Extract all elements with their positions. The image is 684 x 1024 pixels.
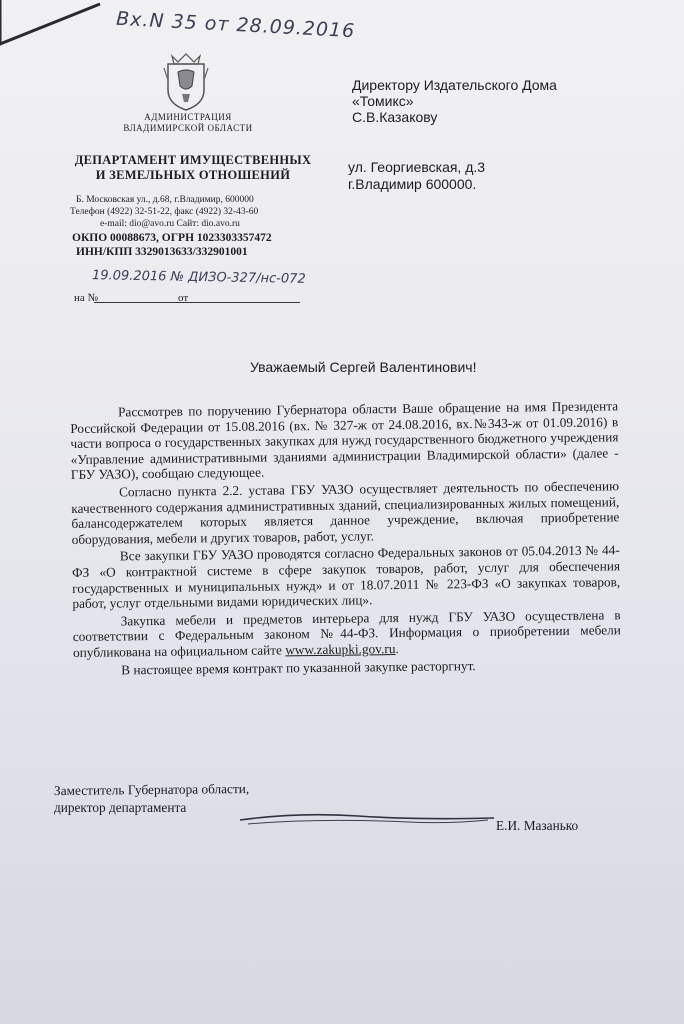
recipient-line-2: «Томикс» [352, 93, 414, 109]
dept-line-1: ДЕПАРТАМЕНТ ИМУЩЕСТВЕННЫХ [74, 153, 312, 167]
paragraph-2: Согласно пункта 2.2. устава ГБУ УАЗО осуществляет деятельность по обеспечению качественного содержания административных зданий, специализированных жилых помещений, балансодержателем которых является данное учреждение, включая приобретение оборудования, мебели и других товаров, работ, услуг. [71, 478, 620, 547]
administration-header [108, 112, 268, 134]
no-label: на № [74, 292, 99, 304]
sender-inn: ИНН/КПП 3329013633/332901001 [76, 246, 248, 258]
from-underline [194, 302, 300, 303]
greeting: Уважаемый Сергей Валентинович! [250, 359, 477, 375]
sender-email: e-mail: dio@avo.ru Сайт: dio.avo.ru [100, 219, 240, 229]
sender-address: Б. Московская ул., д.68, г.Владимир, 600000 [76, 195, 254, 205]
recipient-block [352, 77, 557, 125]
department-name [66, 153, 320, 183]
coat-of-arms-icon [158, 50, 214, 112]
zakupki-link[interactable]: www.zakupki.gov.ru [285, 640, 396, 658]
signatory-name: Е.И. Мазанько [496, 818, 579, 833]
signatory-title-1: Заместитель Губернатора области, [53, 780, 250, 799]
reference-number-line [74, 290, 304, 308]
paragraph-1: Рассмотрев по поручению Губернатора области Ваше обращение на имя Президента Российской Федерации от 15.08.2016 (вх. № 327-ж от 24.08.2016, вх.№343-ж от 01.09.2016) в части вопроса о государственных закупках для нужд государственного бюджетного учреждения «Управление административными зданиями администрации Владимирской области» (далее - ГБУ УАЗО), сообщаю следующее. [70, 398, 619, 483]
sender-phone: Телефон (4922) 32-51-22, факс (4922) 32-43-60 [70, 207, 259, 217]
paragraph-4-end: . [395, 640, 399, 656]
sender-okpo: ОКПО 00088673, ОГРН 1023303357472 [72, 232, 272, 244]
paragraph-5: В настоящее время контракт по указанной закупке расторгнут. [121, 657, 476, 677]
registration-stamp-handwritten: Вх.N 35 от 28.09.2016 [115, 7, 356, 43]
admin-line-1: АДМИНИСТРАЦИЯ [144, 112, 232, 122]
letter-body [70, 398, 621, 680]
recipient-street: ул. Георгиевская, д.3 [348, 159, 486, 175]
recipient-city: г.Владимир 600000. [348, 176, 477, 192]
signatory-title-2: директор департамента [54, 800, 187, 815]
admin-line-2: ВЛАДИМИРСКОЙ ОБЛАСТИ [123, 123, 253, 133]
recipient-line-3: С.В.Казакову [352, 109, 438, 125]
paragraph-4 [73, 607, 622, 660]
outgoing-number-handwritten: 19.09.2016 № ДИЗО-327/нс-072 [91, 268, 306, 287]
dept-line-2: И ЗЕМЕЛЬНЫХ ОТНОШЕНИЙ [95, 168, 291, 182]
recipient-line-1: Директору Издательского Дома [352, 77, 557, 93]
paragraph-4-text: Закупка мебели и предметов интерьера для нужд ГБУ УАЗО осуществлена в соответствии с Федеральным законом №44-ФЗ. Информация о приобретении мебели опубликована на официальном сайте [72, 607, 621, 660]
paragraph-3: Все закупки ГБУ УАЗО проводятся согласно Федеральных законов от 05.04.2013 № 44-ФЗ «О контрактной системе в сфере закупок товаров, работ, услуг для обеспечения государственных и муниципальных нужд» и от 18.07.2011 № 223-ФЗ «О закупках товаров, работ, услуг отдельными видами юридических лиц». [71, 542, 621, 612]
signature-scribble [238, 806, 498, 832]
from-label: от [178, 292, 189, 304]
folded-corner-mark [0, 0, 110, 60]
recipient-address [348, 159, 485, 193]
